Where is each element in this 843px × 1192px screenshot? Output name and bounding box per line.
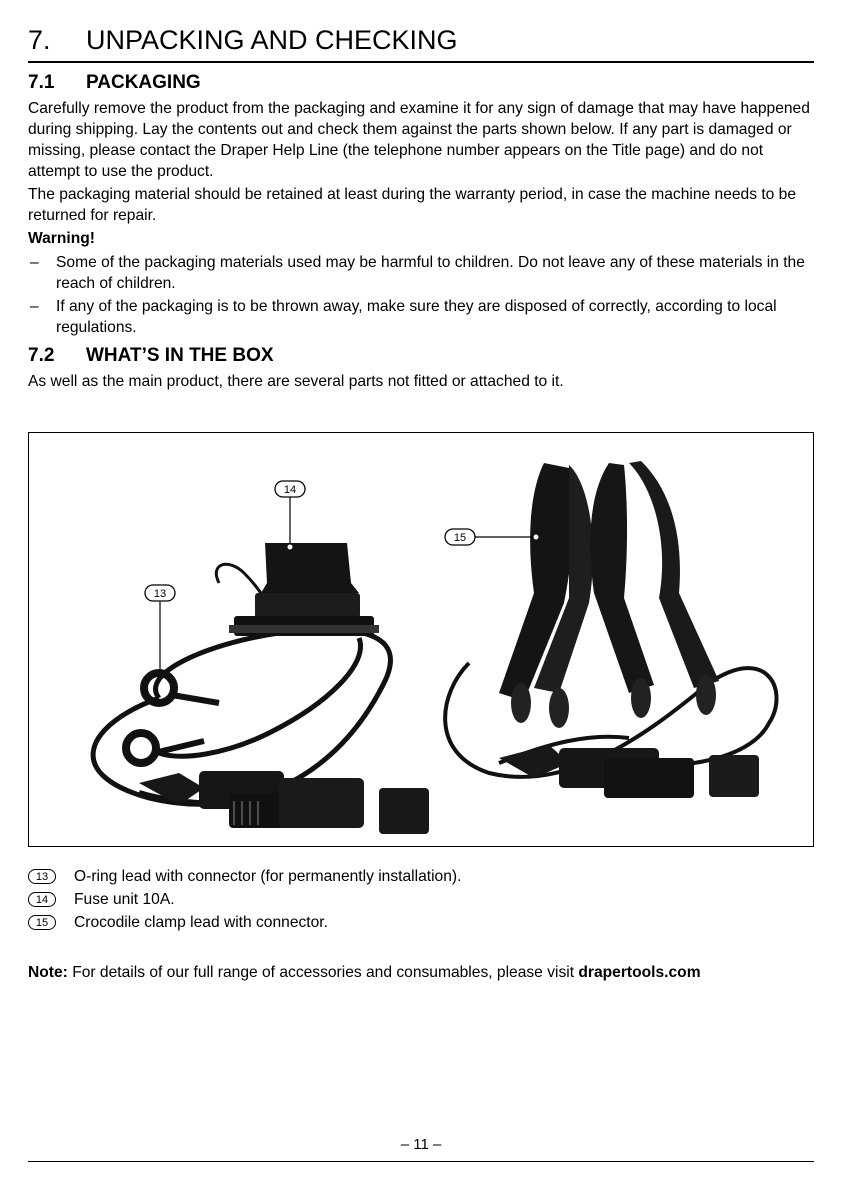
subsection-packaging-heading [28,72,814,94]
heading-rule [28,61,814,63]
subsection-number: 7.1 [28,72,55,93]
legend-text: O-ring lead with connector (for permanently installation). [74,868,462,885]
callout-15-label: 15 [453,532,467,544]
subsection-box-heading [28,345,814,367]
bullet-dash: – [30,298,39,315]
bullet-dash: – [30,254,39,271]
warning-label: Warning! [28,230,95,247]
legend-text: Crocodile clamp lead with connector. [74,914,328,931]
page-number: – 11 – [400,1136,442,1153]
footer-rule [28,1161,814,1162]
note-label: Note: [28,964,68,981]
legend-number: 15 [28,915,56,930]
connector-15-illustration [499,745,759,798]
subsection-title: PACKAGING [86,72,201,93]
legend-number: 14 [28,892,56,907]
warning-bullet-1 [28,252,814,294]
legend-text: Fuse unit 10A. [74,891,175,908]
fuse-holder-illustration [229,543,379,636]
website-link[interactable]: drapertools.com [578,964,701,981]
section-heading [28,24,814,56]
parts-figure [28,432,814,847]
callout-14 [275,481,305,550]
section-title: UNPACKING AND CHECKING [86,25,458,55]
bullet-text: Some of the packaging materials used may be harmful to children. Do not leave any of these materials in the reach of children. [56,254,805,292]
packaging-paragraph-2: The packaging material should be retained at least during the warranty period, in case the machine needs to be returned for repair. [28,186,797,224]
callout-15 [445,529,539,545]
legend-number: 13 [28,869,56,884]
box-intro: As well as the main product, there are several parts not fitted or attached to it. [28,373,564,390]
packaging-paragraph-1: Carefully remove the product from the packaging and examine it for any sign of damage that may have happened during shipping. Lay the contents out and check them against the parts shown below. If any part is damaged or missing, please contact the Draper Help Line (the telephone number appears on the Title page) and do not attempt to use the product. [28,100,810,180]
parts-illustration [29,433,813,846]
crocodile-clamp-lead-illustration [445,461,776,777]
callout-13 [145,585,175,671]
callout-14-label: 14 [283,484,297,496]
accessories-note [28,962,814,984]
callout-13-label: 13 [153,588,167,600]
subsection-number: 7.2 [28,345,55,366]
connector-13-illustration [139,771,429,834]
note-text: For details of our full range of accessories and consumables, please visit [67,964,579,981]
bullet-text: If any of the packaging is to be thrown away, make sure they are disposed of correctly, according to local regulations. [56,298,777,336]
section-number: 7. [28,25,51,55]
warning-bullet-2 [28,296,814,338]
subsection-title: WHAT’S IN THE BOX [86,345,274,366]
